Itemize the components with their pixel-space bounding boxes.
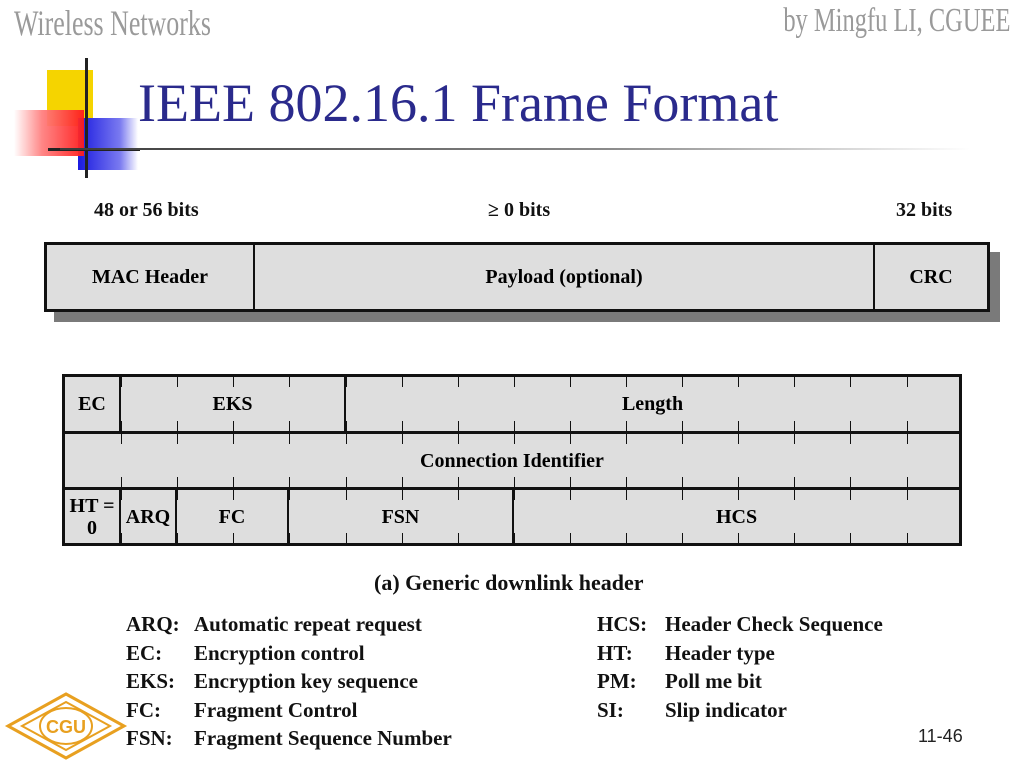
downlink-header-diagram: [62, 374, 962, 546]
ec-field: EC: [78, 393, 106, 415]
legend-item: FSN: Fragment Sequence Number: [126, 726, 452, 750]
connection-identifier-field: Connection Identifier: [420, 449, 604, 472]
eks-field: EKS: [212, 393, 253, 415]
cgu-logo-icon: [4, 690, 128, 762]
legend-item: EC: Encryption control: [126, 640, 365, 665]
legend-item: FC: Fragment Control: [126, 697, 358, 722]
hcs-field: HCS: [715, 505, 758, 528]
mac-size-label: 48 or 56 bits: [94, 199, 199, 221]
mac-header-field: MAC Header: [91, 265, 209, 288]
legend-item: HT: Header type: [597, 640, 775, 665]
slide-title: IEEE 802.16.1 Frame Format: [138, 73, 779, 133]
fc-field: FC: [218, 505, 246, 528]
legend-item: EKS: Encryption key sequence: [126, 669, 419, 693]
payload-size-label: ≥ 0 bits: [488, 199, 551, 221]
title-underline: [60, 148, 970, 150]
svg-text:CGU: CGU: [46, 717, 86, 737]
arq-field: ARQ: [125, 505, 171, 528]
legend-item: ARQ: Automatic repeat request: [126, 612, 422, 636]
legend-item: PM: Poll me bit: [597, 669, 762, 693]
legend-left: [126, 610, 452, 753]
fsn-field: FSN: [381, 505, 420, 528]
frame-format: [44, 242, 990, 312]
payload-field: Payload (optional): [485, 265, 643, 288]
ht-field: HT = 0: [69, 494, 115, 539]
crc-size-label: 32 bits: [896, 199, 953, 221]
course-title: Wireless Networks: [14, 3, 211, 43]
legend-item: SI: Slip indicator: [597, 697, 787, 722]
length-field: Length: [621, 393, 684, 415]
figure-caption: (a) Generic downlink header: [374, 570, 644, 595]
legend-right: [597, 610, 883, 724]
author-credit: by Mingfu LI, CGUEE: [782, 2, 1010, 39]
crc-field: CRC: [909, 265, 953, 288]
legend-item: HCS: Header Check Sequence: [597, 612, 883, 636]
page-number: 11-46: [918, 726, 963, 746]
